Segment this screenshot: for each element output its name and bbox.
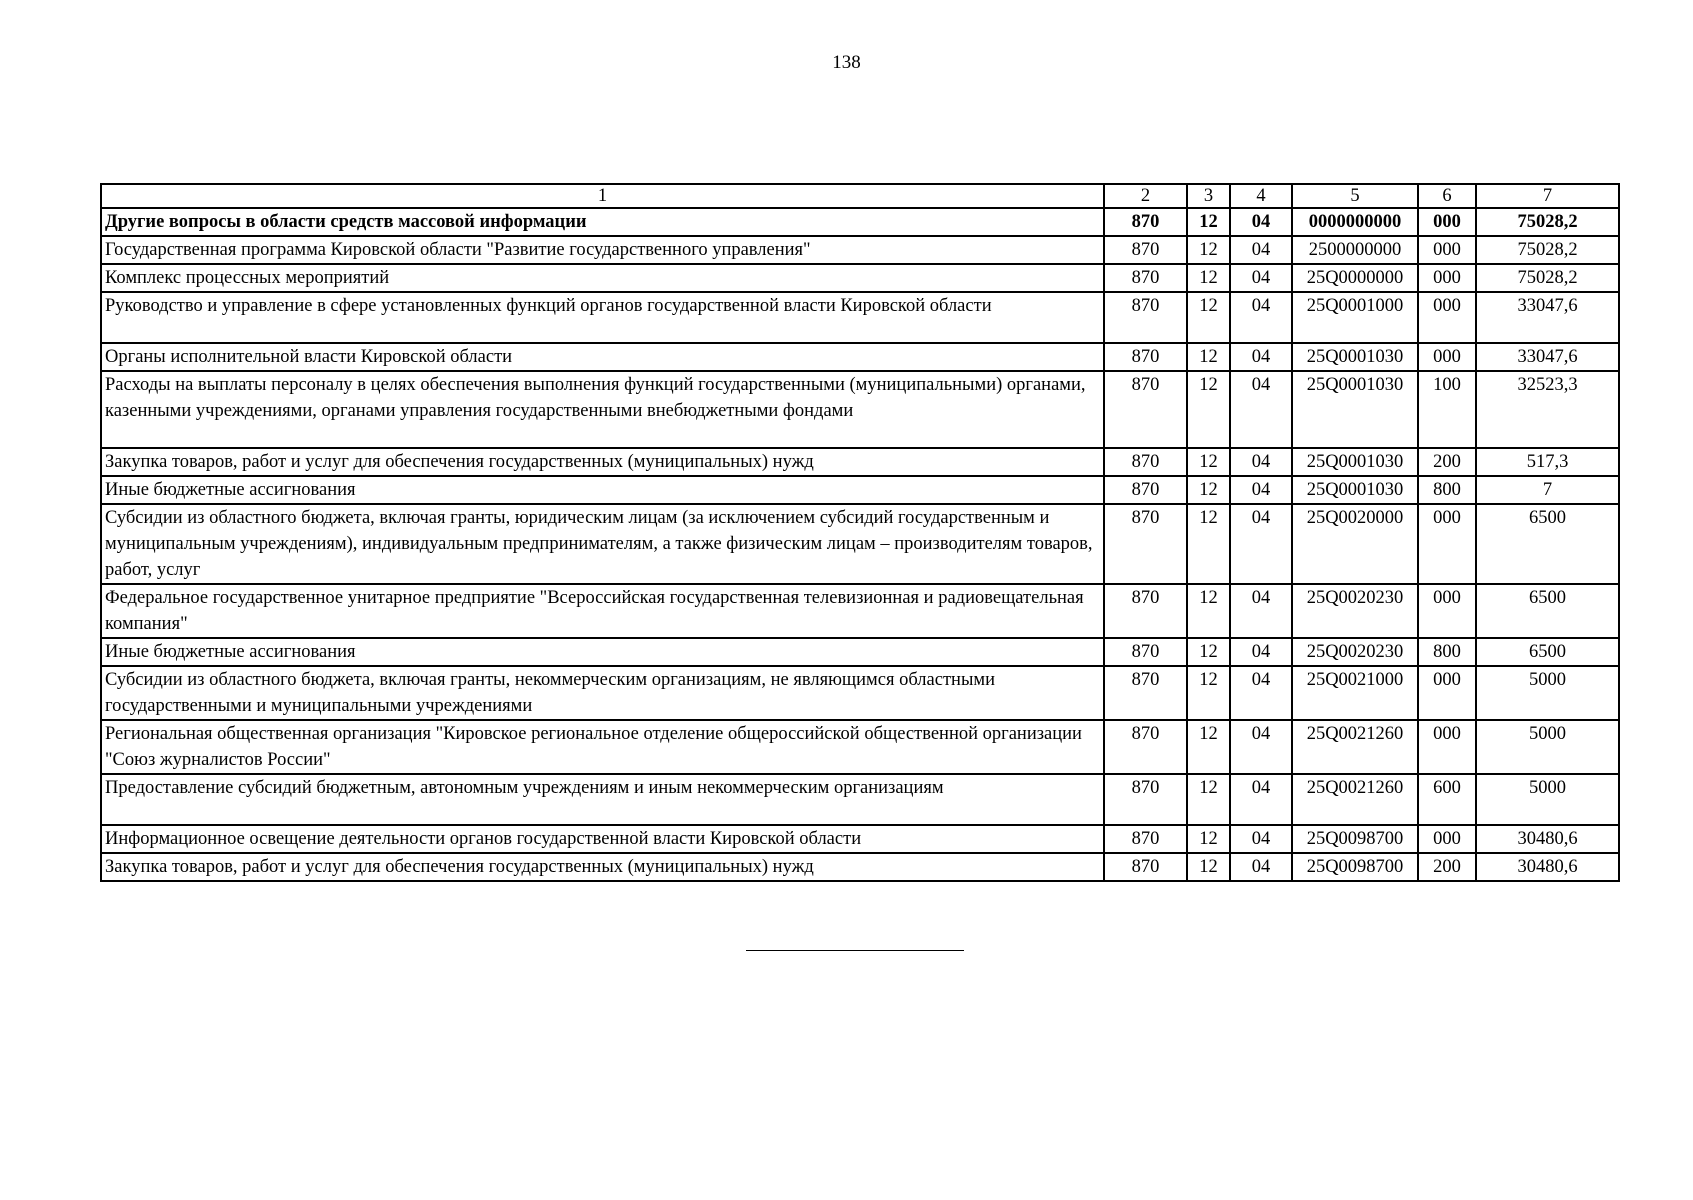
cell-expense-type: 600	[1418, 774, 1476, 825]
cell-target-article: 25Q0021000	[1292, 666, 1418, 720]
cell-section: 12	[1187, 638, 1230, 666]
cell-section: 12	[1187, 343, 1230, 371]
table-row	[101, 774, 1619, 825]
cell-target-article: 25Q0001030	[1292, 448, 1418, 476]
cell-expense-type: 800	[1418, 476, 1476, 504]
table-row	[101, 476, 1619, 504]
cell-ministry-code: 870	[1104, 448, 1187, 476]
cell-expense-type: 000	[1418, 504, 1476, 584]
cell-name: Государственная программа Кировской области "Развитие государственного управления"	[101, 236, 1104, 264]
table-body	[101, 184, 1619, 881]
cell-section: 12	[1187, 774, 1230, 825]
cell-expense-type: 000	[1418, 343, 1476, 371]
cell-ministry-code: 870	[1104, 343, 1187, 371]
cell-amount: 30480,6	[1476, 853, 1619, 881]
cell-amount: 6500	[1476, 504, 1619, 584]
cell-section: 12	[1187, 825, 1230, 853]
cell-target-article: 25Q0098700	[1292, 825, 1418, 853]
cell-name: Органы исполнительной власти Кировской области	[101, 343, 1104, 371]
cell-name: Субсидии из областного бюджета, включая гранты, юридическим лицам (за исключением субсидий государственным и муниципальным учреждениям), индивидуальным предпринимателям, а также физическим лицам – производителям товаров, работ, услуг	[101, 504, 1104, 584]
cell-subsection: 04	[1230, 292, 1292, 343]
header-col-2: 2	[1104, 184, 1187, 208]
cell-subsection: 04	[1230, 371, 1292, 448]
cell-target-article: 25Q0000000	[1292, 264, 1418, 292]
cell-target-article: 25Q0001030	[1292, 343, 1418, 371]
cell-subsection: 04	[1230, 236, 1292, 264]
header-col-6: 6	[1418, 184, 1476, 208]
cell-expense-type: 000	[1418, 666, 1476, 720]
table-row	[101, 825, 1619, 853]
cell-ministry-code: 870	[1104, 371, 1187, 448]
cell-subsection: 04	[1230, 504, 1292, 584]
cell-subsection: 04	[1230, 774, 1292, 825]
cell-expense-type: 000	[1418, 720, 1476, 774]
cell-amount: 75028,2	[1476, 236, 1619, 264]
closing-divider-line	[746, 950, 964, 951]
cell-expense-type: 000	[1418, 292, 1476, 343]
cell-ministry-code: 870	[1104, 264, 1187, 292]
header-col-7: 7	[1476, 184, 1619, 208]
cell-ministry-code: 870	[1104, 504, 1187, 584]
cell-subsection: 04	[1230, 476, 1292, 504]
page-number: 138	[832, 52, 861, 73]
cell-name: Предоставление субсидий бюджетным, автономным учреждениям и иным некоммерческим организациям	[101, 774, 1104, 825]
cell-subsection: 04	[1230, 638, 1292, 666]
table-row	[101, 264, 1619, 292]
cell-target-article: 25Q0020230	[1292, 584, 1418, 638]
table-row	[101, 343, 1619, 371]
cell-name: Информационное освещение деятельности органов государственной власти Кировской области	[101, 825, 1104, 853]
header-row	[101, 184, 1619, 208]
cell-section: 12	[1187, 371, 1230, 448]
cell-subsection: 04	[1230, 720, 1292, 774]
cell-target-article: 2500000000	[1292, 236, 1418, 264]
cell-target-article: 25Q0001030	[1292, 476, 1418, 504]
cell-name: Расходы на выплаты персоналу в целях обеспечения выполнения функций государственными (муниципальными) органами, казенными учреждениями, органами управления государственными внебюджетными фондами	[101, 371, 1104, 448]
table-row	[101, 371, 1619, 448]
cell-amount: 30480,6	[1476, 825, 1619, 853]
cell-amount: 33047,6	[1476, 292, 1619, 343]
cell-ministry-code: 870	[1104, 853, 1187, 881]
cell-subsection: 04	[1230, 825, 1292, 853]
cell-amount: 5000	[1476, 720, 1619, 774]
cell-target-article: 25Q0021260	[1292, 774, 1418, 825]
header-col-4: 4	[1230, 184, 1292, 208]
cell-target-article: 25Q0001030	[1292, 371, 1418, 448]
header-col-1: 1	[101, 184, 1104, 208]
cell-section: 12	[1187, 476, 1230, 504]
cell-amount: 5000	[1476, 666, 1619, 720]
cell-name: Закупка товаров, работ и услуг для обеспечения государственных (муниципальных) нужд	[101, 448, 1104, 476]
cell-name: Руководство и управление в сфере установленных функций органов государственной власти Кировской области	[101, 292, 1104, 343]
cell-amount: 6500	[1476, 638, 1619, 666]
cell-target-article: 25Q0098700	[1292, 853, 1418, 881]
cell-section: 12	[1187, 292, 1230, 343]
cell-target-article: 25Q0020000	[1292, 504, 1418, 584]
cell-ministry-code: 870	[1104, 774, 1187, 825]
cell-expense-type: 000	[1418, 236, 1476, 264]
cell-section: 12	[1187, 666, 1230, 720]
table-row	[101, 666, 1619, 720]
cell-expense-type: 000	[1418, 264, 1476, 292]
cell-section: 12	[1187, 264, 1230, 292]
cell-target-article: 25Q0020230	[1292, 638, 1418, 666]
budget-table	[100, 183, 1620, 882]
cell-expense-type: 100	[1418, 371, 1476, 448]
cell-ministry-code: 870	[1104, 476, 1187, 504]
table-row	[101, 638, 1619, 666]
cell-subsection: 04	[1230, 448, 1292, 476]
cell-subsection: 04	[1230, 853, 1292, 881]
cell-subsection: 04	[1230, 264, 1292, 292]
cell-expense-type: 000	[1418, 584, 1476, 638]
table-row	[101, 584, 1619, 638]
table-row	[101, 853, 1619, 881]
cell-ministry-code: 870	[1104, 638, 1187, 666]
table-row	[101, 448, 1619, 476]
cell-section: 12	[1187, 853, 1230, 881]
cell-amount: 7	[1476, 476, 1619, 504]
cell-section: 12	[1187, 236, 1230, 264]
cell-name: Иные бюджетные ассигнования	[101, 638, 1104, 666]
cell-name: Субсидии из областного бюджета, включая гранты, некоммерческим организациям, не являющимся областными государственными и муниципальными учреждениями	[101, 666, 1104, 720]
cell-ministry-code: 870	[1104, 825, 1187, 853]
cell-amount: 32523,3	[1476, 371, 1619, 448]
cell-name: Другие вопросы в области средств массовой информации	[101, 208, 1104, 236]
cell-amount: 5000	[1476, 774, 1619, 825]
cell-name: Иные бюджетные ассигнования	[101, 476, 1104, 504]
cell-expense-type: 000	[1418, 208, 1476, 236]
cell-ministry-code: 870	[1104, 236, 1187, 264]
cell-ministry-code: 870	[1104, 208, 1187, 236]
cell-subsection: 04	[1230, 584, 1292, 638]
cell-target-article: 25Q0001000	[1292, 292, 1418, 343]
cell-amount: 6500	[1476, 584, 1619, 638]
cell-amount: 75028,2	[1476, 264, 1619, 292]
cell-ministry-code: 870	[1104, 292, 1187, 343]
table-row	[101, 504, 1619, 584]
cell-amount: 517,3	[1476, 448, 1619, 476]
cell-subsection: 04	[1230, 666, 1292, 720]
cell-amount: 75028,2	[1476, 208, 1619, 236]
header-col-3: 3	[1187, 184, 1230, 208]
cell-expense-type: 200	[1418, 448, 1476, 476]
cell-subsection: 04	[1230, 208, 1292, 236]
cell-expense-type: 200	[1418, 853, 1476, 881]
cell-ministry-code: 870	[1104, 666, 1187, 720]
table-row	[101, 292, 1619, 343]
cell-name: Федеральное государственное унитарное предприятие "Всероссийская государственная телевизионная и радиовещательная компания"	[101, 584, 1104, 638]
table-row	[101, 236, 1619, 264]
table-row	[101, 720, 1619, 774]
cell-amount: 33047,6	[1476, 343, 1619, 371]
cell-section: 12	[1187, 448, 1230, 476]
cell-section: 12	[1187, 504, 1230, 584]
cell-target-article: 0000000000	[1292, 208, 1418, 236]
cell-target-article: 25Q0021260	[1292, 720, 1418, 774]
cell-section: 12	[1187, 584, 1230, 638]
cell-name: Региональная общественная организация "Кировское региональное отделение общероссийской общественной организации "Союз журналистов России"	[101, 720, 1104, 774]
cell-expense-type: 000	[1418, 825, 1476, 853]
cell-subsection: 04	[1230, 343, 1292, 371]
cell-name: Комплекс процессных мероприятий	[101, 264, 1104, 292]
cell-ministry-code: 870	[1104, 584, 1187, 638]
table-row	[101, 208, 1619, 236]
cell-name: Закупка товаров, работ и услуг для обеспечения государственных (муниципальных) нужд	[101, 853, 1104, 881]
cell-expense-type: 800	[1418, 638, 1476, 666]
header-col-5: 5	[1292, 184, 1418, 208]
cell-ministry-code: 870	[1104, 720, 1187, 774]
cell-section: 12	[1187, 208, 1230, 236]
cell-section: 12	[1187, 720, 1230, 774]
